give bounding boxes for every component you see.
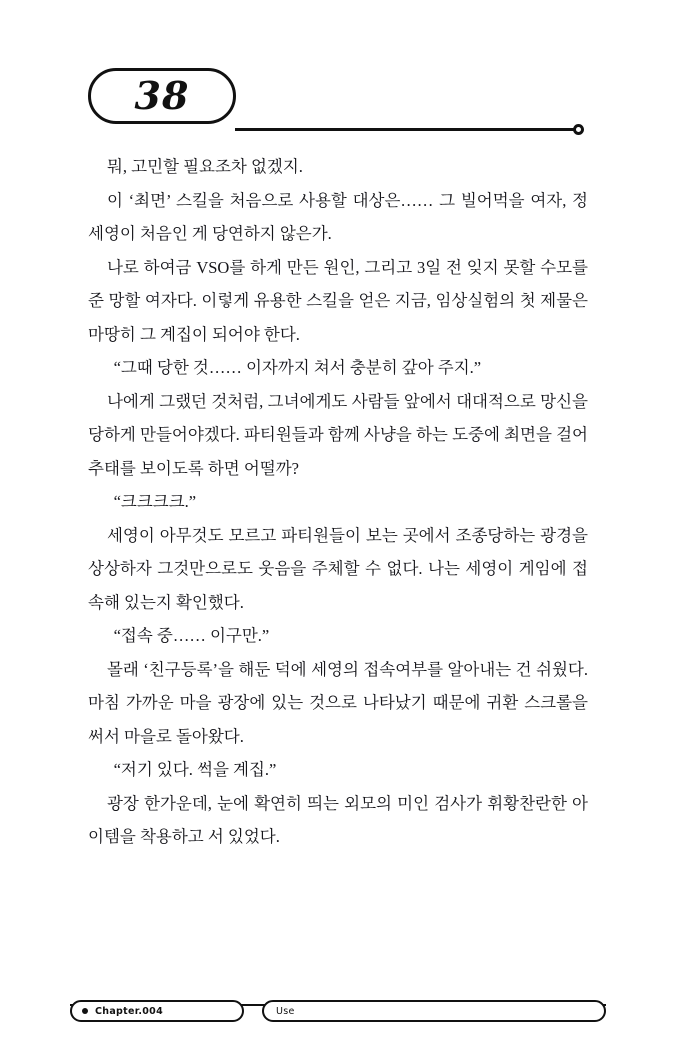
header-rule	[235, 128, 580, 131]
footer-section-label: Use	[276, 1005, 295, 1017]
body-paragraph: “저기 있다. 썩을 계집.”	[113, 760, 277, 779]
chapter-header	[88, 68, 588, 146]
footer-section-tag	[262, 1000, 606, 1022]
body-paragraph: 뭐, 고민할 필요조차 없겠지.	[106, 157, 303, 176]
footer-chapter-label: Chapter.004	[95, 1005, 164, 1017]
page-footer	[0, 978, 676, 1050]
body-paragraph: 광장 한가운데, 눈에 확연히 띄는 외모의 미인 검사가 휘황찬란한 아이템을 착용하고 서 있었다.	[88, 793, 588, 846]
chapter-number: 38	[134, 73, 190, 118]
body-paragraph: 몰래 ‘친구등록’을 해둔 덕에 세영의 접속여부를 알아내는 건 쉬웠다. 마침 가까운 마을 광장에 있는 것으로 나타났기 때문에 귀환 스크롤을 써서 마을로 돌아왔다.	[88, 659, 588, 746]
footer-chapter-tag	[70, 1000, 244, 1022]
body-paragraph: “접속 중…… 이구만.”	[113, 626, 270, 645]
body-paragraph: 나로 하여금 VSO를 하게 만든 원인, 그리고 3일 전 잊지 못할 수모를 준 망할 여자다. 이렇게 유용한 스킬을 얻은 지금, 임상실험의 첫 제물은 마땅히 그 계집이 되어야 한다.	[88, 257, 588, 344]
bullet-icon	[82, 1008, 88, 1014]
body-text	[88, 150, 588, 854]
body-paragraph: “크크크크.”	[113, 492, 197, 511]
body-paragraph: 나에게 그랬던 것처럼, 그녀에게도 사람들 앞에서 대대적으로 망신을 당하게 만들어야겠다. 파티원들과 함께 사냥을 하는 도중에 최면을 걸어 추태를 보이도록 하면 어떨까?	[88, 391, 588, 478]
chapter-number-badge	[88, 68, 236, 124]
body-paragraph: “그때 당한 것…… 이자까지 쳐서 충분히 갚아 주지.”	[113, 358, 482, 377]
body-paragraph: 이 ‘최면’ 스킬을 처음으로 사용할 대상은…… 그 빌어먹을 여자, 정세영이 처음인 게 당연하지 않은가.	[88, 190, 588, 243]
body-paragraph: 세영이 아무것도 모르고 파티원들이 보는 곳에서 조종당하는 광경을 상상하자 그것만으로도 웃음을 주체할 수 없다. 나는 세영이 게임에 접속해 있는지 확인했다.	[88, 525, 588, 612]
